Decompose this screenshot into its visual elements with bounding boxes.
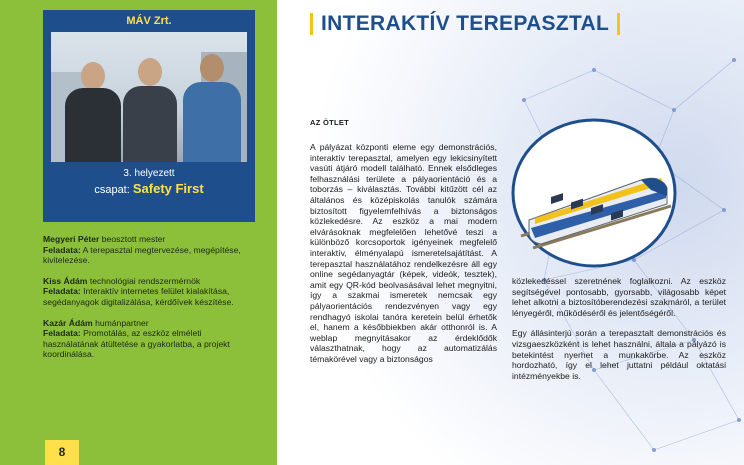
body-paragraph: közlekedéssel szeretnének foglalkozni. Az eszköz segítségével pontosabb, gyorsabb, világosabb képet lehet alkotni a biztosítóberendezési szakmáról, a terület lényegéről, működéséről és jelentőségéről. — [512, 276, 726, 318]
member-role: beosztott mester — [101, 234, 166, 244]
team-photo — [51, 32, 247, 162]
team-members-list — [43, 234, 255, 370]
page-number: 8 — [45, 440, 79, 465]
member-role: technológiai rendszermérnök — [89, 275, 201, 286]
section-heading: AZ ÖTLET — [310, 118, 350, 127]
body-text-column-1: A pályázat központi eleme egy demonstrációs, interaktív terepasztal, amelyen egy lekicsinyített vasúti átjáró modell található. Ennek elsődleges felhasználási területe a pályaorientáció és a toborzás – kiválasztás. További kitűzött cél az általános és középiskolás tanulók számára biztosított figyelemfelhívás a biztonságos közlekedésre. Az eszköz a mai modern elvárásoknak megfelelően lehetővé teszi a különböző korcsoportok igényeinek megfelelő interaktív, élményalapú ismeretelsajátítást. A terepasztal használatához rendelkezésre áll egy online segédanyagtár (képek, videók, tesztek), amit egy QR-kód beolvasásával lehet megnyitni, így a szakmai ismeretek nemcsak egy pályaorientációs rendezvényen vagy egy rendhagyó iskolai tanóra keretein belül érhetők el, hanem a későbbiekben akár otthonról is. A weblap megnyitásakor az érdeklődők választhatnak, hogy az automatizálás témakörével vagy a biztonságos — [310, 142, 497, 364]
member-role: humánpartner — [95, 317, 149, 328]
member-entry — [43, 276, 255, 308]
team-line — [43, 181, 255, 196]
body-paragraph: Egy állásinterjú során a terepasztalt demonstrációs és vizsgaeszközként is lehet használni, általa a pályázó is betekintést nyerhet a munkakörbe. Az eszköz hordozható, így el lehet juttatni például oktatási intézményekbe is. — [512, 328, 726, 381]
page-title-block — [310, 10, 620, 38]
person-figure — [123, 50, 177, 162]
task-label: Feladata: — [43, 286, 81, 297]
train-illustration-icon — [511, 118, 677, 268]
member-name: Kazár Ádám — [43, 317, 93, 328]
title-bar-right — [617, 13, 620, 35]
member-name: Megyeri Péter — [43, 234, 100, 244]
team-photo-card — [43, 10, 255, 222]
page-title: INTERAKTÍV TEREPASZTAL — [321, 12, 610, 35]
member-name: Kiss Ádám — [43, 275, 88, 286]
member-task: Promotálás, az eszköz elméleti használatának átültetése a gyakorlatba, a projekt koordinálása. — [43, 328, 230, 360]
member-task: Interaktív internetes felület kialakítása, segédanyagok digitalizálása, kérdőívek készítése. — [43, 286, 234, 307]
team-name: Safety First — [132, 181, 204, 196]
task-label: Feladata: — [43, 328, 81, 339]
company-name: MÁV Zrt. — [126, 15, 172, 27]
member-entry — [43, 234, 255, 266]
person-figure — [183, 48, 241, 162]
placement-label: 3. helyezett — [123, 168, 175, 179]
task-label: Feladata: — [43, 244, 81, 255]
photo-caption — [43, 168, 255, 196]
title-bar-left — [310, 13, 313, 35]
person-figure — [65, 52, 121, 162]
member-task: A terepasztal megtervezése, megépítése, kivitelezése. — [43, 244, 241, 266]
team-label: csapat: — [94, 184, 130, 196]
body-text-column-2 — [512, 276, 726, 391]
member-entry — [43, 318, 255, 360]
